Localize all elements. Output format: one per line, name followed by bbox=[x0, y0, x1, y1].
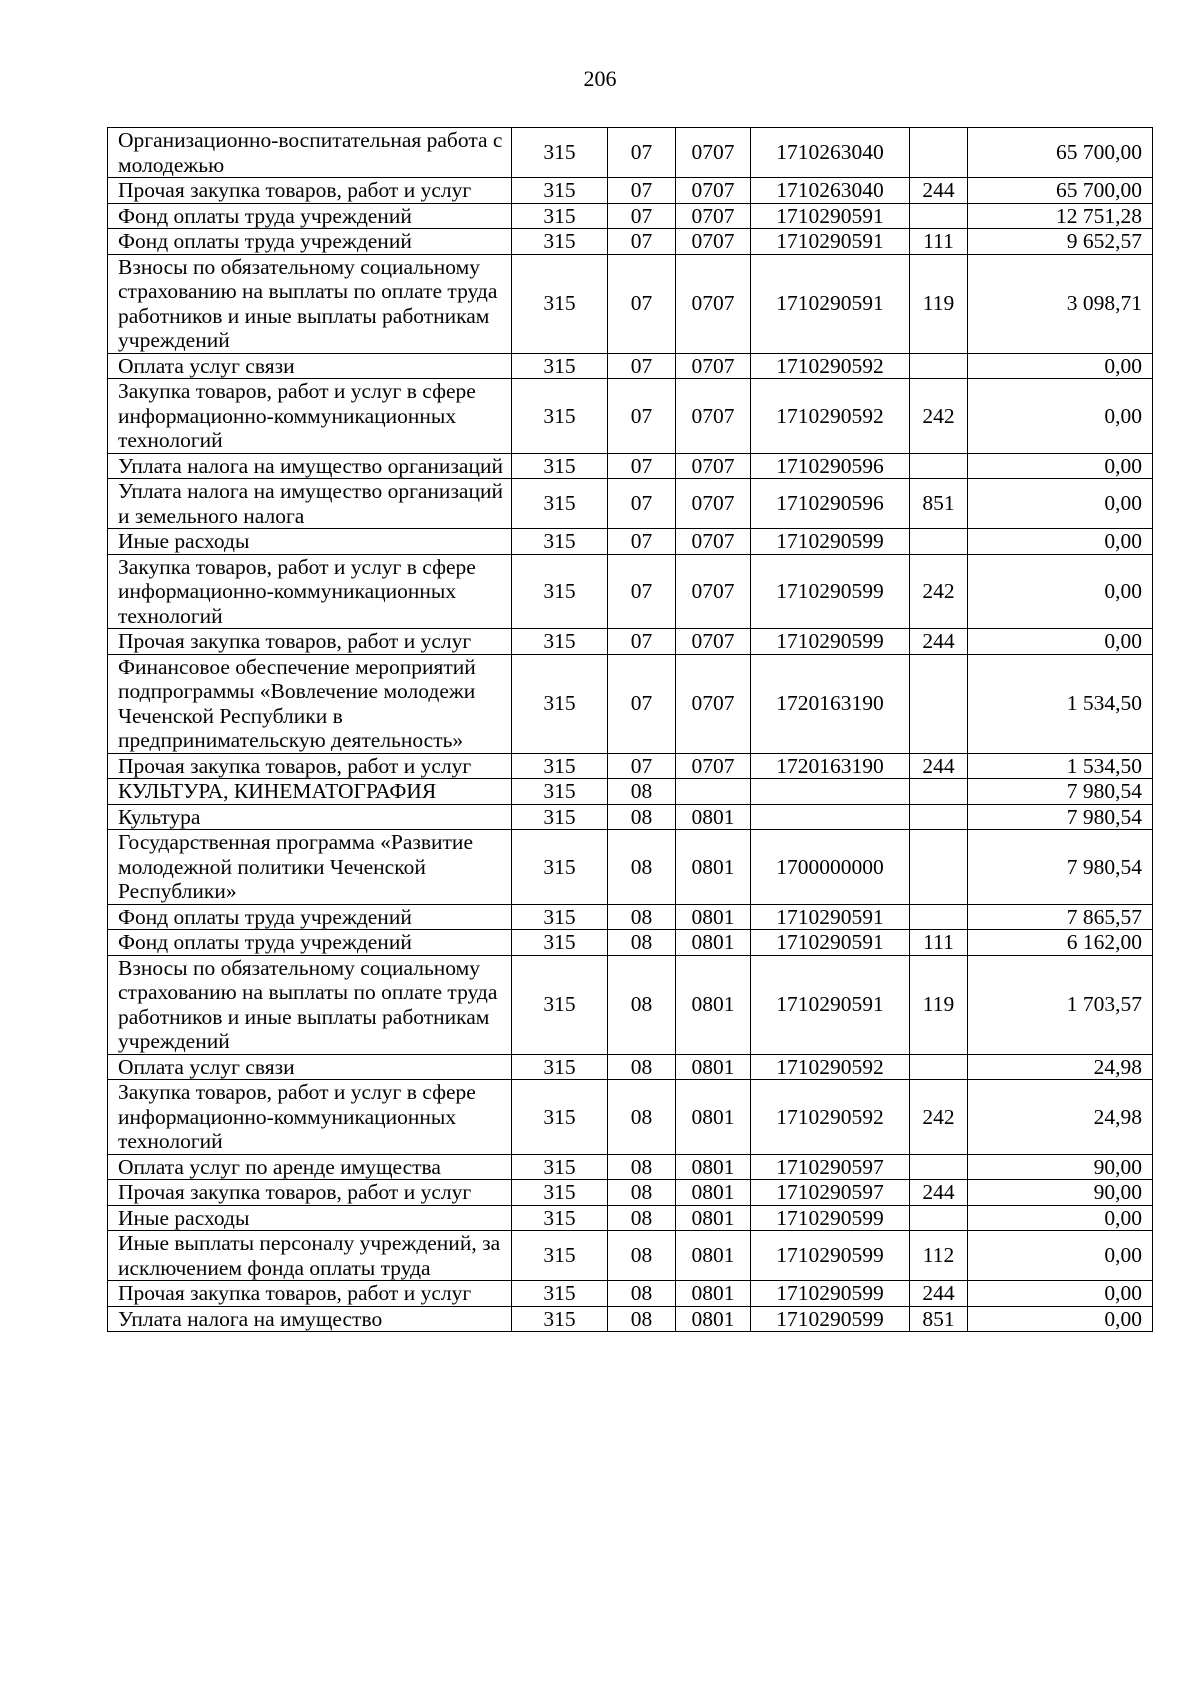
ministry-code-cell: 315 bbox=[512, 654, 608, 753]
amount-cell: 0,00 bbox=[968, 353, 1153, 379]
ministry-code-cell: 315 bbox=[512, 753, 608, 779]
target-article-code-cell: 1710290592 bbox=[751, 379, 910, 454]
table-row bbox=[108, 904, 1153, 930]
ministry-code-cell: 315 bbox=[512, 229, 608, 255]
subsection-code-cell: 0801 bbox=[676, 955, 751, 1054]
target-article-code-cell bbox=[751, 779, 910, 805]
ministry-code-cell: 315 bbox=[512, 904, 608, 930]
target-article-code-cell: 1710290591 bbox=[751, 254, 910, 353]
table-row bbox=[108, 629, 1153, 655]
subsection-code-cell: 0801 bbox=[676, 1054, 751, 1080]
row-name-cell: Прочая закупка товаров, работ и услуг bbox=[108, 629, 512, 655]
amount-cell: 7 980,54 bbox=[968, 804, 1153, 830]
section-code-cell: 08 bbox=[608, 779, 676, 805]
table-row bbox=[108, 930, 1153, 956]
section-code-cell: 07 bbox=[608, 479, 676, 529]
target-article-code-cell: 1710290591 bbox=[751, 955, 910, 1054]
expense-type-code-cell bbox=[910, 1205, 968, 1231]
amount-cell: 6 162,00 bbox=[968, 930, 1153, 956]
section-code-cell: 07 bbox=[608, 178, 676, 204]
row-name-cell: Фонд оплаты труда учреждений bbox=[108, 203, 512, 229]
section-code-cell: 07 bbox=[608, 554, 676, 629]
subsection-code-cell: 0707 bbox=[676, 178, 751, 204]
expense-type-code-cell bbox=[910, 654, 968, 753]
subsection-code-cell: 0801 bbox=[676, 1154, 751, 1180]
expense-type-code-cell: 244 bbox=[910, 1281, 968, 1307]
table-row bbox=[108, 1231, 1153, 1281]
table-row bbox=[108, 203, 1153, 229]
section-code-cell: 07 bbox=[608, 654, 676, 753]
section-code-cell: 08 bbox=[608, 1231, 676, 1281]
amount-cell: 0,00 bbox=[968, 1306, 1153, 1332]
section-code-cell: 08 bbox=[608, 1180, 676, 1206]
target-article-code-cell: 1710290599 bbox=[751, 554, 910, 629]
expense-type-code-cell bbox=[910, 453, 968, 479]
subsection-code-cell bbox=[676, 779, 751, 805]
table-row bbox=[108, 479, 1153, 529]
table-row bbox=[108, 1281, 1153, 1307]
ministry-code-cell: 315 bbox=[512, 1231, 608, 1281]
section-code-cell: 08 bbox=[608, 804, 676, 830]
section-code-cell: 08 bbox=[608, 1205, 676, 1231]
row-name-cell: Оплата услуг связи bbox=[108, 1054, 512, 1080]
subsection-code-cell: 0801 bbox=[676, 904, 751, 930]
row-name-cell: Финансовое обеспечение мероприятий подпрограммы «Вовлечение молодежи Чеченской Республики в предпринимательскую деятельность» bbox=[108, 654, 512, 753]
amount-cell: 24,98 bbox=[968, 1054, 1153, 1080]
amount-cell: 0,00 bbox=[968, 379, 1153, 454]
expense-type-code-cell: 111 bbox=[910, 930, 968, 956]
table-row bbox=[108, 1080, 1153, 1155]
expense-type-code-cell bbox=[910, 904, 968, 930]
ministry-code-cell: 315 bbox=[512, 128, 608, 178]
amount-cell: 12 751,28 bbox=[968, 203, 1153, 229]
target-article-code-cell: 1710290592 bbox=[751, 1080, 910, 1155]
row-name-cell: Прочая закупка товаров, работ и услуг bbox=[108, 178, 512, 204]
subsection-code-cell: 0801 bbox=[676, 1180, 751, 1206]
section-code-cell: 08 bbox=[608, 1306, 676, 1332]
table-row bbox=[108, 453, 1153, 479]
ministry-code-cell: 315 bbox=[512, 1205, 608, 1231]
ministry-code-cell: 315 bbox=[512, 1080, 608, 1155]
target-article-code-cell: 1710290591 bbox=[751, 203, 910, 229]
subsection-code-cell: 0707 bbox=[676, 254, 751, 353]
ministry-code-cell: 315 bbox=[512, 479, 608, 529]
amount-cell: 90,00 bbox=[968, 1154, 1153, 1180]
row-name-cell: Фонд оплаты труда учреждений bbox=[108, 229, 512, 255]
subsection-code-cell: 0801 bbox=[676, 1231, 751, 1281]
amount-cell: 7 980,54 bbox=[968, 779, 1153, 805]
amount-cell: 0,00 bbox=[968, 479, 1153, 529]
ministry-code-cell: 315 bbox=[512, 1054, 608, 1080]
expense-type-code-cell: 244 bbox=[910, 1180, 968, 1206]
amount-cell: 0,00 bbox=[968, 529, 1153, 555]
row-name-cell: Иные расходы bbox=[108, 529, 512, 555]
row-name-cell: Уплата налога на имущество организаций bbox=[108, 453, 512, 479]
target-article-code-cell: 1700000000 bbox=[751, 830, 910, 905]
row-name-cell: Иные выплаты персоналу учреждений, за исключением фонда оплаты труда bbox=[108, 1231, 512, 1281]
row-name-cell: Оплата услуг по аренде имущества bbox=[108, 1154, 512, 1180]
ministry-code-cell: 315 bbox=[512, 453, 608, 479]
row-name-cell: Прочая закупка товаров, работ и услуг bbox=[108, 1281, 512, 1307]
target-article-code-cell: 1710290591 bbox=[751, 904, 910, 930]
amount-cell: 7 865,57 bbox=[968, 904, 1153, 930]
expense-type-code-cell bbox=[910, 128, 968, 178]
ministry-code-cell: 315 bbox=[512, 178, 608, 204]
row-name-cell: Закупка товаров, работ и услуг в сфере информационно-коммуникационных технологий bbox=[108, 554, 512, 629]
table-row bbox=[108, 353, 1153, 379]
amount-cell: 0,00 bbox=[968, 453, 1153, 479]
subsection-code-cell: 0801 bbox=[676, 1205, 751, 1231]
row-name-cell: Прочая закупка товаров, работ и услуг bbox=[108, 753, 512, 779]
expense-type-code-cell: 119 bbox=[910, 955, 968, 1054]
ministry-code-cell: 315 bbox=[512, 779, 608, 805]
table-row bbox=[108, 1306, 1153, 1332]
section-code-cell: 08 bbox=[608, 930, 676, 956]
table-row bbox=[108, 229, 1153, 255]
amount-cell: 0,00 bbox=[968, 629, 1153, 655]
amount-cell: 0,00 bbox=[968, 1205, 1153, 1231]
table-row bbox=[108, 1180, 1153, 1206]
target-article-code-cell: 1710290599 bbox=[751, 1281, 910, 1307]
expense-type-code-cell: 244 bbox=[910, 753, 968, 779]
subsection-code-cell: 0707 bbox=[676, 229, 751, 255]
row-name-cell: Иные расходы bbox=[108, 1205, 512, 1231]
section-code-cell: 08 bbox=[608, 830, 676, 905]
section-code-cell: 08 bbox=[608, 1281, 676, 1307]
amount-cell: 24,98 bbox=[968, 1080, 1153, 1155]
expense-type-code-cell bbox=[910, 1054, 968, 1080]
expense-type-code-cell bbox=[910, 203, 968, 229]
ministry-code-cell: 315 bbox=[512, 254, 608, 353]
amount-cell: 90,00 bbox=[968, 1180, 1153, 1206]
expense-type-code-cell bbox=[910, 779, 968, 805]
subsection-code-cell: 0707 bbox=[676, 453, 751, 479]
row-name-cell: Организационно-воспитательная работа с молодежью bbox=[108, 128, 512, 178]
table-row bbox=[108, 379, 1153, 454]
section-code-cell: 07 bbox=[608, 529, 676, 555]
budget-table-body bbox=[108, 128, 1153, 1332]
subsection-code-cell: 0707 bbox=[676, 554, 751, 629]
row-name-cell: Закупка товаров, работ и услуг в сфере информационно-коммуникационных технологий bbox=[108, 379, 512, 454]
table-row bbox=[108, 1054, 1153, 1080]
subsection-code-cell: 0707 bbox=[676, 629, 751, 655]
amount-cell: 1 703,57 bbox=[968, 955, 1153, 1054]
subsection-code-cell: 0801 bbox=[676, 1281, 751, 1307]
section-code-cell: 07 bbox=[608, 254, 676, 353]
section-code-cell: 07 bbox=[608, 229, 676, 255]
expense-type-code-cell: 112 bbox=[910, 1231, 968, 1281]
table-row bbox=[108, 955, 1153, 1054]
subsection-code-cell: 0801 bbox=[676, 830, 751, 905]
target-article-code-cell: 1710290599 bbox=[751, 1306, 910, 1332]
subsection-code-cell: 0707 bbox=[676, 128, 751, 178]
ministry-code-cell: 315 bbox=[512, 1306, 608, 1332]
expense-type-code-cell bbox=[910, 830, 968, 905]
subsection-code-cell: 0801 bbox=[676, 804, 751, 830]
amount-cell: 1 534,50 bbox=[968, 654, 1153, 753]
section-code-cell: 07 bbox=[608, 753, 676, 779]
subsection-code-cell: 0707 bbox=[676, 529, 751, 555]
subsection-code-cell: 0707 bbox=[676, 353, 751, 379]
expense-type-code-cell: 242 bbox=[910, 554, 968, 629]
table-row bbox=[108, 128, 1153, 178]
amount-cell: 7 980,54 bbox=[968, 830, 1153, 905]
ministry-code-cell: 315 bbox=[512, 930, 608, 956]
table-row bbox=[108, 554, 1153, 629]
row-name-cell: Фонд оплаты труда учреждений bbox=[108, 904, 512, 930]
ministry-code-cell: 315 bbox=[512, 1180, 608, 1206]
ministry-code-cell: 315 bbox=[512, 379, 608, 454]
amount-cell: 0,00 bbox=[968, 554, 1153, 629]
ministry-code-cell: 315 bbox=[512, 1281, 608, 1307]
amount-cell: 0,00 bbox=[968, 1281, 1153, 1307]
ministry-code-cell: 315 bbox=[512, 1154, 608, 1180]
subsection-code-cell: 0801 bbox=[676, 1306, 751, 1332]
row-name-cell: Уплата налога на имущество bbox=[108, 1306, 512, 1332]
ministry-code-cell: 315 bbox=[512, 629, 608, 655]
subsection-code-cell: 0707 bbox=[676, 753, 751, 779]
amount-cell: 0,00 bbox=[968, 1231, 1153, 1281]
row-name-cell: Оплата услуг связи bbox=[108, 353, 512, 379]
row-name-cell: Взносы по обязательному социальному страхованию на выплаты по оплате труда работников и иные выплаты работникам учреждений bbox=[108, 254, 512, 353]
subsection-code-cell: 0707 bbox=[676, 479, 751, 529]
target-article-code-cell: 1720163190 bbox=[751, 753, 910, 779]
expense-type-code-cell bbox=[910, 804, 968, 830]
section-code-cell: 08 bbox=[608, 1054, 676, 1080]
target-article-code-cell: 1710290596 bbox=[751, 479, 910, 529]
target-article-code-cell: 1710290597 bbox=[751, 1154, 910, 1180]
table-row bbox=[108, 753, 1153, 779]
section-code-cell: 08 bbox=[608, 1154, 676, 1180]
row-name-cell: Фонд оплаты труда учреждений bbox=[108, 930, 512, 956]
table-row bbox=[108, 654, 1153, 753]
row-name-cell: Уплата налога на имущество организаций и земельного налога bbox=[108, 479, 512, 529]
expense-type-code-cell: 851 bbox=[910, 1306, 968, 1332]
expense-type-code-cell: 242 bbox=[910, 379, 968, 454]
ministry-code-cell: 315 bbox=[512, 955, 608, 1054]
target-article-code-cell: 1710263040 bbox=[751, 128, 910, 178]
expense-type-code-cell bbox=[910, 353, 968, 379]
page-number: 206 bbox=[583, 66, 617, 91]
subsection-code-cell: 0707 bbox=[676, 203, 751, 229]
target-article-code-cell: 1710290592 bbox=[751, 1054, 910, 1080]
subsection-code-cell: 0707 bbox=[676, 379, 751, 454]
expense-type-code-cell: 244 bbox=[910, 629, 968, 655]
target-article-code-cell: 1710290599 bbox=[751, 1205, 910, 1231]
row-name-cell: Прочая закупка товаров, работ и услуг bbox=[108, 1180, 512, 1206]
section-code-cell: 08 bbox=[608, 1080, 676, 1155]
ministry-code-cell: 315 bbox=[512, 554, 608, 629]
table-row bbox=[108, 830, 1153, 905]
ministry-code-cell: 315 bbox=[512, 353, 608, 379]
target-article-code-cell: 1710290597 bbox=[751, 1180, 910, 1206]
row-name-cell: КУЛЬТУРА, КИНЕМАТОГРАФИЯ bbox=[108, 779, 512, 805]
amount-cell: 65 700,00 bbox=[968, 178, 1153, 204]
section-code-cell: 07 bbox=[608, 128, 676, 178]
table-row bbox=[108, 178, 1153, 204]
target-article-code-cell bbox=[751, 804, 910, 830]
row-name-cell: Культура bbox=[108, 804, 512, 830]
section-code-cell: 08 bbox=[608, 904, 676, 930]
expense-type-code-cell: 244 bbox=[910, 178, 968, 204]
target-article-code-cell: 1710290599 bbox=[751, 629, 910, 655]
row-name-cell: Государственная программа «Развитие молодежной политики Чеченской Республики» bbox=[108, 830, 512, 905]
target-article-code-cell: 1710290599 bbox=[751, 529, 910, 555]
target-article-code-cell: 1710263040 bbox=[751, 178, 910, 204]
target-article-code-cell: 1710290599 bbox=[751, 1231, 910, 1281]
table-row bbox=[108, 779, 1153, 805]
subsection-code-cell: 0801 bbox=[676, 1080, 751, 1155]
expense-type-code-cell bbox=[910, 529, 968, 555]
table-row bbox=[108, 254, 1153, 353]
amount-cell: 3 098,71 bbox=[968, 254, 1153, 353]
expense-type-code-cell: 119 bbox=[910, 254, 968, 353]
subsection-code-cell: 0801 bbox=[676, 930, 751, 956]
amount-cell: 9 652,57 bbox=[968, 229, 1153, 255]
ministry-code-cell: 315 bbox=[512, 529, 608, 555]
target-article-code-cell: 1710290591 bbox=[751, 930, 910, 956]
table-row bbox=[108, 1154, 1153, 1180]
target-article-code-cell: 1720163190 bbox=[751, 654, 910, 753]
section-code-cell: 08 bbox=[608, 955, 676, 1054]
section-code-cell: 07 bbox=[608, 379, 676, 454]
table-row bbox=[108, 1205, 1153, 1231]
subsection-code-cell: 0707 bbox=[676, 654, 751, 753]
ministry-code-cell: 315 bbox=[512, 804, 608, 830]
expense-type-code-cell: 851 bbox=[910, 479, 968, 529]
ministry-code-cell: 315 bbox=[512, 830, 608, 905]
amount-cell: 1 534,50 bbox=[968, 753, 1153, 779]
ministry-code-cell: 315 bbox=[512, 203, 608, 229]
table-row bbox=[108, 529, 1153, 555]
section-code-cell: 07 bbox=[608, 203, 676, 229]
target-article-code-cell: 1710290596 bbox=[751, 453, 910, 479]
row-name-cell: Закупка товаров, работ и услуг в сфере информационно-коммуникационных технологий bbox=[108, 1080, 512, 1155]
amount-cell: 65 700,00 bbox=[968, 128, 1153, 178]
table-row bbox=[108, 804, 1153, 830]
target-article-code-cell: 1710290591 bbox=[751, 229, 910, 255]
target-article-code-cell: 1710290592 bbox=[751, 353, 910, 379]
expense-type-code-cell: 242 bbox=[910, 1080, 968, 1155]
section-code-cell: 07 bbox=[608, 353, 676, 379]
section-code-cell: 07 bbox=[608, 629, 676, 655]
row-name-cell: Взносы по обязательному социальному страхованию на выплаты по оплате труда работников и иные выплаты работникам учреждений bbox=[108, 955, 512, 1054]
section-code-cell: 07 bbox=[608, 453, 676, 479]
expense-type-code-cell: 111 bbox=[910, 229, 968, 255]
expense-type-code-cell bbox=[910, 1154, 968, 1180]
budget-table bbox=[107, 127, 1153, 1332]
